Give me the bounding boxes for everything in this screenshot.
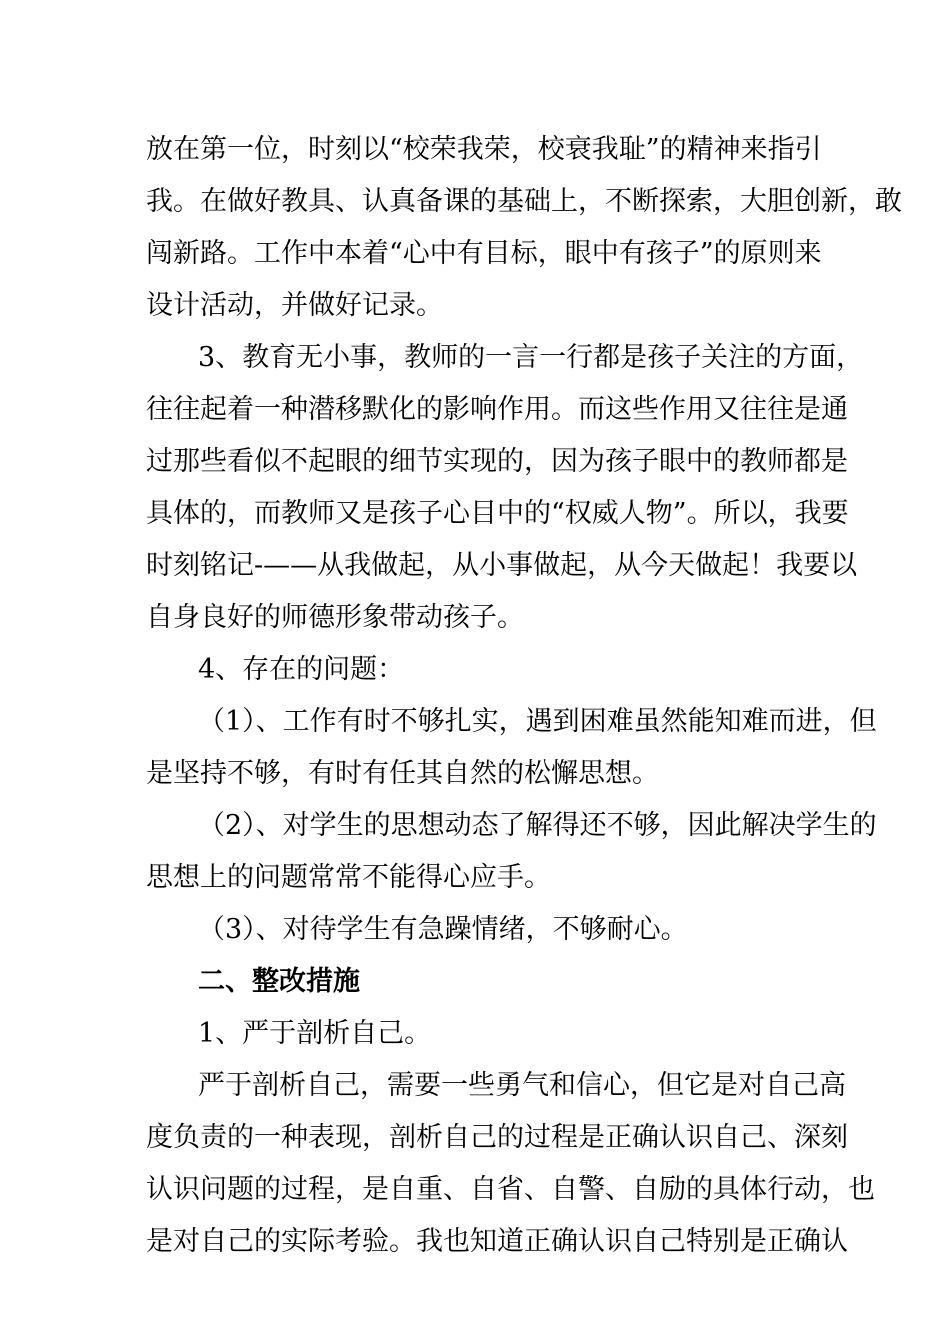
paragraph-line: 具体的，而教师又是孩子心目中的“权威人物”。所以，我要 — [146, 498, 849, 529]
paragraph-line: 过那些看似不起眼的细节实现的，因为孩子眼中的教师都是 — [146, 446, 848, 477]
section-item: 4、存在的问题： — [198, 654, 405, 685]
paragraph-line: 认识问题的过程，是自重、自省、自警、自励的具体行动，也 — [146, 1174, 875, 1205]
paragraph-line: （3）、对待学生有急躁情绪，不够耐心。 — [198, 914, 688, 945]
paragraph-line: 往往起着一种潜移默化的影响作用。而这些作用又往往是通 — [146, 394, 848, 425]
paragraph-line: 时刻铭记-——从我做起，从小事做起，从今天做起！我要以 — [146, 550, 858, 581]
paragraph-line: 严于剖析自己，需要一些勇气和信心，但它是对自己高 — [198, 1070, 846, 1101]
section-item: 1、严于剖析自己。 — [198, 1018, 432, 1049]
paragraph-line: 3、教育无小事，教师的一言一行都是孩子关注的方面， — [198, 342, 864, 373]
paragraph-line: 设计活动，并做好记录。 — [146, 290, 443, 321]
paragraph-line: 度负责的一种表现，剖析自己的过程是正确认识自己、深刻 — [146, 1122, 848, 1153]
paragraph-line: （1）、工作有时不够扎实，遇到困难虽然能知难而进，但 — [198, 706, 877, 737]
paragraph-line: 是坚持不够，有时有任其自然的松懈思想。 — [146, 758, 659, 789]
paragraph-line: 是对自己的实际考验。我也知道正确认识自己特别是正确认 — [146, 1226, 848, 1257]
paragraph-line: 放在第一位，时刻以“校荣我荣，校衰我耻”的精神来指引 — [146, 134, 822, 165]
section-heading: 二、整改措施 — [198, 966, 360, 997]
paragraph-line: 我。在做好教具、认真备课的基础上，不断探索，大胆创新，敢 — [146, 186, 902, 217]
paragraph-line: 自身良好的师德形象带动孩子。 — [146, 602, 524, 633]
paragraph-line: 闯新路。工作中本着“心中有目标，眼中有孩子”的原则来 — [146, 238, 822, 269]
paragraph-line: 思想上的问题常常不能得心应手。 — [146, 862, 551, 893]
paragraph-line: （2）、对学生的思想动态了解得还不够，因此解决学生的 — [198, 810, 877, 841]
